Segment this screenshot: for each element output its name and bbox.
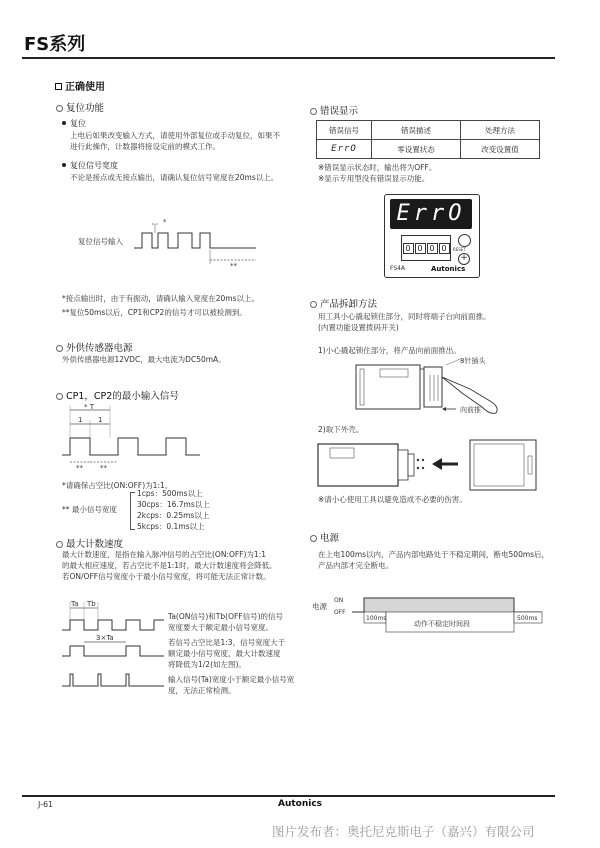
- removal-step1-illustration: [350, 355, 520, 417]
- tb-label: Tb: [87, 600, 96, 608]
- cp-speed-3: 2kcps：0.25ms以上: [137, 511, 210, 520]
- digit-switch-1[interactable]: 0: [403, 243, 414, 254]
- circle-icon: [56, 345, 63, 352]
- max-speed-line1: 最大计数速度，是指在输入脉冲信号的占空比(ON:OFF)为1:1: [62, 550, 266, 559]
- publisher-watermark: 图片发布者：奥托尼克斯电子（嘉兴）有限公司: [272, 824, 535, 839]
- reset-sub1-line1: 上电后如果改变输入方式，请使用外部复位或手动复位，如果不: [70, 131, 280, 140]
- circle-icon: [310, 301, 317, 308]
- circle-icon: [56, 393, 63, 400]
- pin-plug-label: 8针插头: [460, 357, 486, 365]
- power-500ms: 500ms: [517, 615, 538, 622]
- sensor-power-title: 外供传感器电源: [56, 340, 133, 354]
- reset-diagram-label: 复位信号输入: [78, 237, 123, 246]
- removal-step2: 2)取下外壳。: [318, 425, 364, 434]
- power-line2: 产品内部才完全断电。: [318, 561, 393, 570]
- power-unstable: 动作不稳定时间段: [414, 620, 470, 628]
- reset-label: RESET: [453, 247, 466, 252]
- power-label: 电源: [312, 602, 327, 611]
- error-desc: 零设置状态: [372, 140, 461, 159]
- cp-timing-diagram: [60, 400, 210, 475]
- device-digit-switches: [401, 235, 451, 261]
- digit-switch-3[interactable]: 0: [427, 243, 438, 254]
- error-table-row: [317, 140, 540, 159]
- error-note2: ※显示专用型没有错误显示功能。: [318, 174, 430, 183]
- footer-brand: Autonics: [278, 799, 323, 809]
- error-header-signal: 错误信号: [317, 121, 372, 140]
- removal-step1: 1)小心撬起锁住部分，将产品向前面推出。: [318, 346, 461, 355]
- push-forward-label: 向前推: [460, 406, 481, 414]
- max-speed-timing-diagram: [58, 598, 168, 690]
- reset-note1: *接点输出时，由于有振动，请确认输入宽度在20ms以上。: [62, 294, 260, 303]
- main-heading: 正确使用: [55, 78, 105, 93]
- cp-speed-4: 5kcps：0.1ms以上: [137, 522, 205, 531]
- device-display: [390, 199, 472, 229]
- max-speed-line3: 若ON/OFF信号宽度小于最小信号宽度，将可能无法正常计数。: [62, 572, 271, 581]
- error-display-title: 错误显示: [310, 103, 358, 117]
- removal-caution: ※请小心使用工具以避免造成不必要的伤害。: [318, 495, 467, 504]
- circle-icon: [56, 105, 63, 112]
- error-action: 改变设置值: [461, 140, 540, 159]
- square-icon: [55, 83, 62, 90]
- reset-sub2-line1: 不论是接点或无接点输出，请确认复位信号宽度在20ms以上。: [70, 173, 279, 182]
- error-table: [316, 120, 540, 159]
- reset-star1: *: [163, 218, 167, 226]
- cp-label-t: * T: [84, 403, 95, 411]
- footer-rule: [22, 795, 555, 797]
- fs4a-device: [384, 194, 480, 278]
- digit-switch-4[interactable]: 0: [439, 243, 450, 254]
- device-display-text: ErrO: [396, 201, 466, 226]
- page-number: J-61: [38, 800, 54, 809]
- removal-title: 产品拆卸方法: [310, 296, 377, 310]
- error-note1: ※错误显示状态时，输出将为OFF。: [318, 163, 437, 172]
- power-line1: 在上电100ms以内，产品内部电路处于不稳定期间，断电500ms后，: [318, 550, 550, 559]
- three-ta-label: 3×Ta: [96, 634, 114, 642]
- max-speed-desc1-a: Ta(ON信号)和Tb(OFF信号)的信号: [168, 612, 284, 621]
- power-timing-diagram: [310, 588, 550, 638]
- reset-title: 复位功能: [56, 100, 104, 114]
- reset-sub1-line2: 进行此操作，计数器将接设定前的模式工作。: [70, 142, 220, 151]
- circle-icon: [310, 108, 317, 115]
- max-speed-desc2-a: 若信号占空比是1:3，信号宽度大于: [168, 638, 286, 647]
- reset-sub2-title: 复位信号宽度: [62, 160, 118, 171]
- plus-icon: +: [458, 253, 470, 265]
- header-rule: [22, 57, 555, 59]
- cp-label-star2-b: **: [100, 464, 107, 472]
- reset-button[interactable]: [458, 234, 471, 247]
- error-header-action: 处理方法: [461, 121, 540, 140]
- power-on-label: ON: [334, 597, 344, 604]
- circle-icon: [56, 541, 63, 548]
- cp-speed-bracket: [130, 492, 135, 530]
- max-speed-desc2-c: 将降低为1/2(如左图)。: [168, 660, 246, 669]
- device-model: FS4A: [390, 265, 406, 272]
- max-speed-line2: 的最大相应速度，若占空比不是1:1时，最大计数速度将会降低。: [62, 561, 277, 570]
- max-speed-desc3-b: 度，无法正常检测。: [168, 686, 236, 695]
- reset-star2: **: [230, 262, 237, 270]
- cp-min-width-label: ** 最小信号宽度: [62, 505, 117, 514]
- removal-line2: (内置功能设置拨码开关): [318, 323, 399, 332]
- cp-label-one-b: 1: [98, 416, 103, 424]
- digit-switch-2[interactable]: 0: [415, 243, 426, 254]
- ta-label: Ta: [71, 600, 79, 608]
- error-header-desc: 错误描述: [372, 121, 461, 140]
- max-speed-desc1-b: 宽度要大于额定最小信号宽度。: [168, 623, 273, 632]
- reset-timing-diagram: [70, 208, 270, 278]
- cp-speed-2: 30cps：16.7ms以上: [137, 500, 210, 509]
- cp-speed-1: 1cps：500ms以上: [137, 489, 203, 498]
- max-speed-desc3-a: 输入信号(Ta)宽度小于额定最小信号宽: [168, 675, 295, 684]
- sensor-power-line1: 外供传感器电源12VDC，最大电流为DC50mA。: [62, 355, 226, 364]
- power-off-label: OFF: [334, 609, 346, 616]
- removal-step2-illustration: [314, 436, 544, 494]
- device-brand: Autonics: [431, 265, 466, 273]
- reset-sub1-title: 复位: [62, 118, 86, 129]
- removal-line1: 用工具小心撬起锁住部分，同时将端子台向前面推。: [318, 312, 491, 321]
- page-title: FS系列: [24, 34, 86, 55]
- max-speed-title: 最大计数速度: [56, 536, 123, 550]
- power-title: 电源: [310, 530, 339, 544]
- circle-icon: [310, 535, 317, 542]
- error-table-header: [317, 121, 540, 140]
- power-100ms: 100ms: [366, 615, 387, 622]
- error-signal: ErrO: [317, 140, 372, 159]
- max-speed-desc2-b: 额定最小信号宽度，最大计数速度: [168, 649, 281, 658]
- cp-label-star2-a: **: [76, 464, 83, 472]
- cp-min-title: CP1，CP2的最小输入信号: [56, 388, 179, 402]
- cp-note: *请确保占空比(ON:OFF)为1:1。: [62, 481, 173, 490]
- cp-label-one-a: 1: [78, 416, 83, 424]
- reset-note2: **复位50ms以后，CP1和CP2的信号才可以被检测到。: [62, 308, 247, 317]
